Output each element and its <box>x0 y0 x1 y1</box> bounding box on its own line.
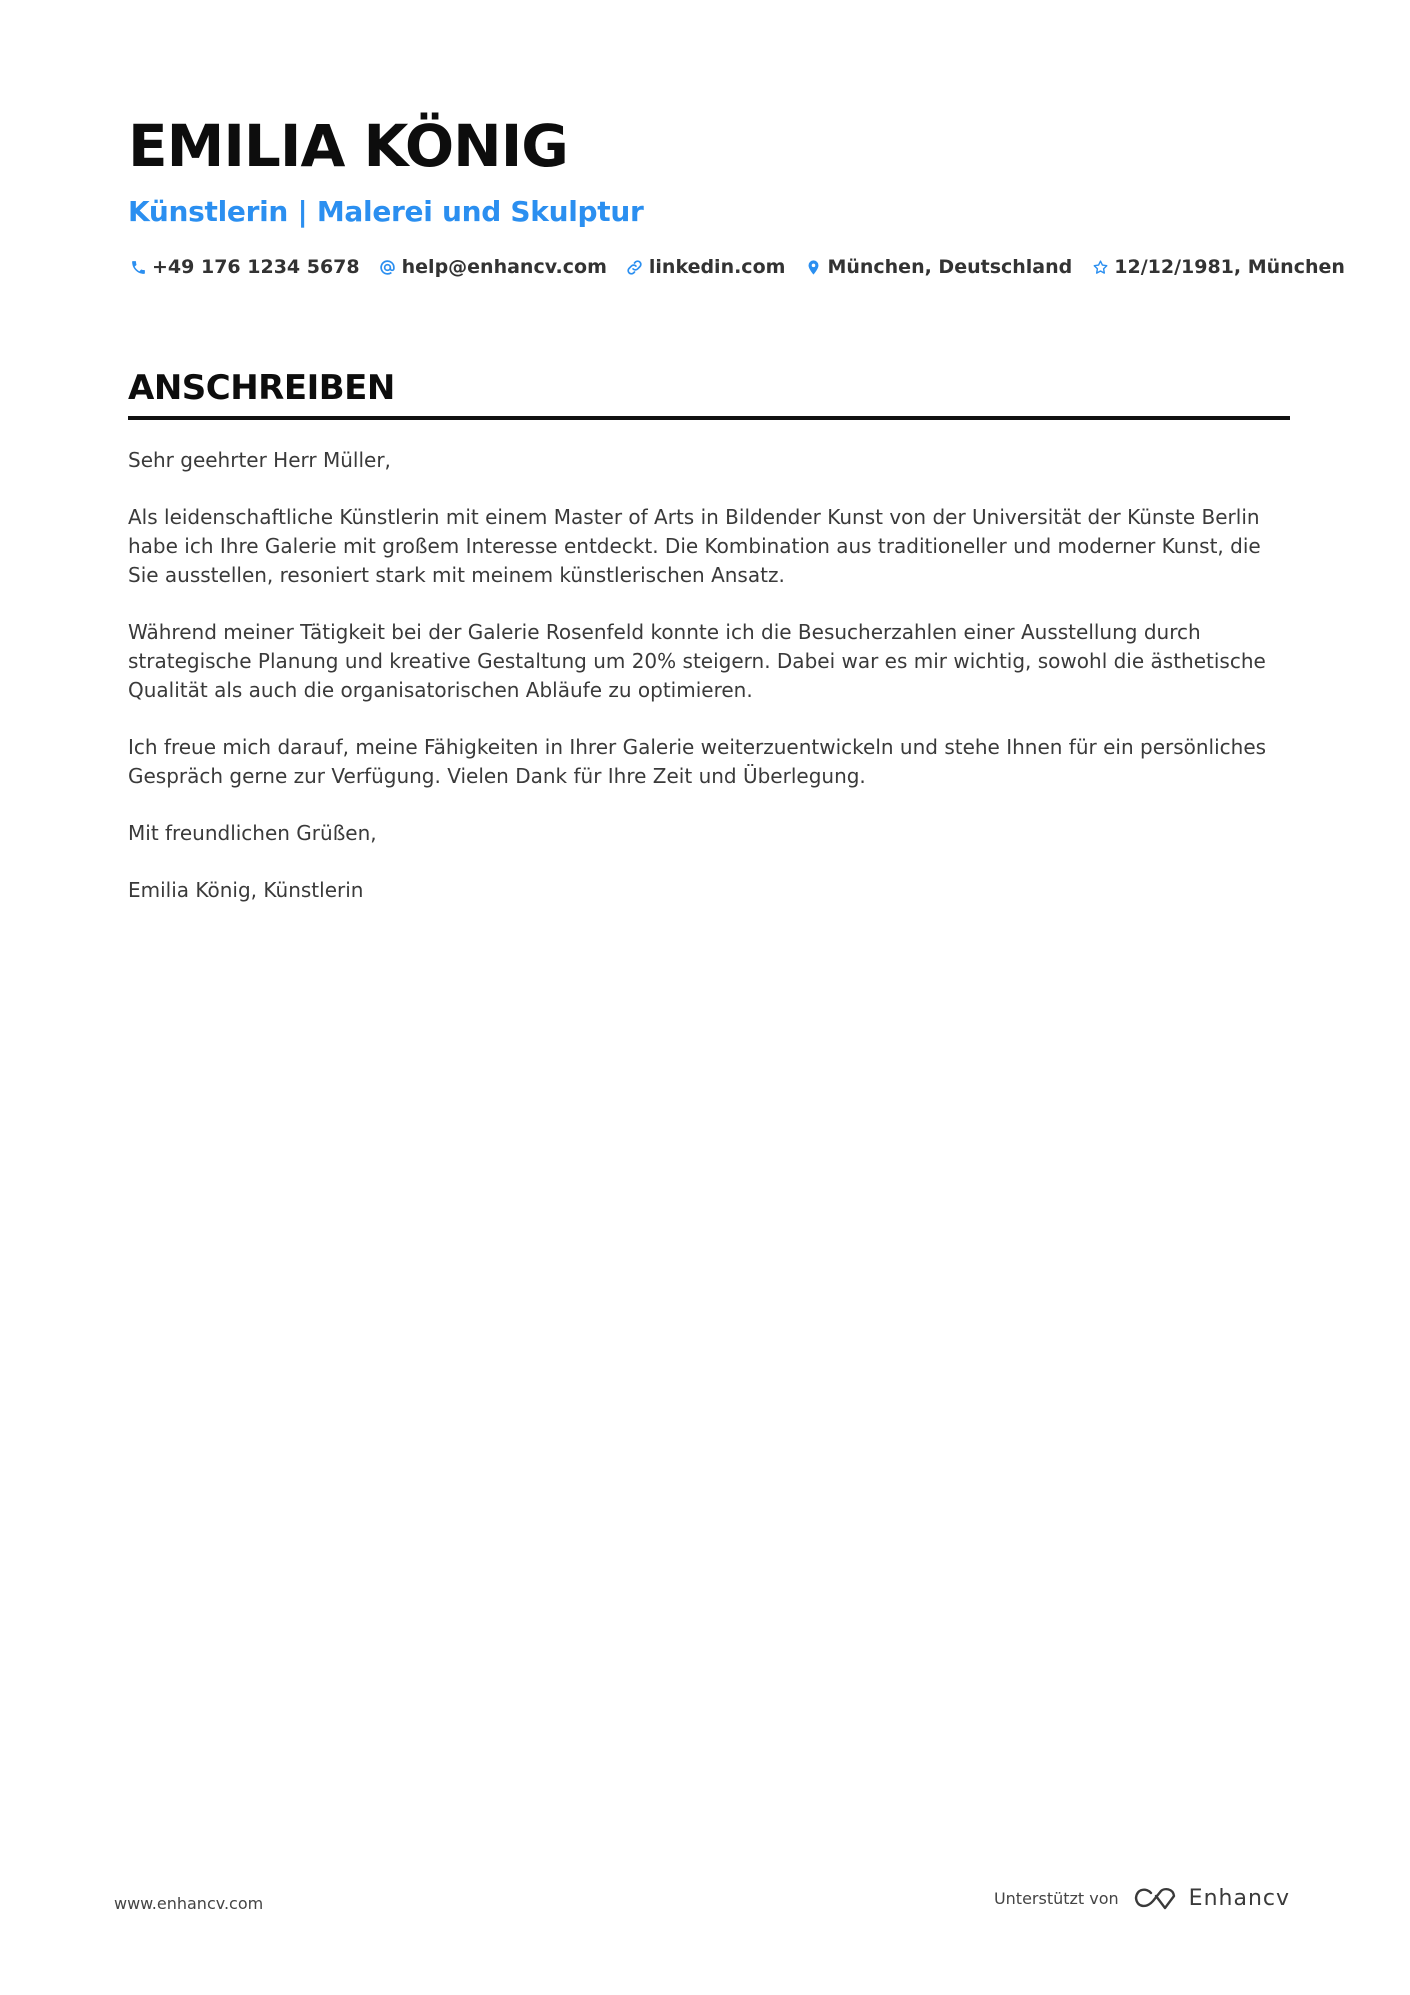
letter-paragraph-1: Als leidenschaftliche Künstlerin mit einem Master of Arts in Bildender Kunst von der Universität der Künste Berlin habe ich Ihre Galerie mit großem Interesse entdeckt. Die Kombination aus traditioneller und moderner Kunst, die Sie ausstellen, resoniert stark mit meinem künstlerischen Ansatz. <box>128 505 1261 587</box>
contact-birth <box>1090 256 1345 278</box>
star-icon <box>1090 257 1110 277</box>
applicant-name: EMILIA KÖNIG <box>128 112 568 180</box>
letter-closing: Mit freundlichen Grüßen, <box>128 821 377 845</box>
contact-location <box>803 256 1072 278</box>
brand-name: Enhancv <box>1188 1885 1290 1911</box>
applicant-title: Künstlerin | Malerei und Skulptur <box>128 195 644 228</box>
phone-number: +49 176 1234 5678 <box>152 256 360 278</box>
section-title: ANSCHREIBEN <box>128 368 395 408</box>
link-icon <box>625 257 645 277</box>
letter-salutation: Sehr geehrter Herr Müller, <box>128 448 391 472</box>
birth-text: 12/12/1981, München <box>1114 256 1345 278</box>
section-divider <box>128 416 1290 420</box>
linkedin-url: linkedin.com <box>648 256 786 278</box>
footer-website[interactable]: www.enhancv.com <box>114 1894 264 1913</box>
footer-branding[interactable] <box>994 1884 1290 1912</box>
contact-phone[interactable] <box>128 256 360 278</box>
location-pin-icon <box>803 257 823 277</box>
letter-signature: Emilia König, Künstlerin <box>128 878 364 902</box>
cover-letter-section <box>128 366 1290 933</box>
header <box>128 112 1345 278</box>
letter-paragraph-2: Während meiner Tätigkeit bei der Galerie Rosenfeld konnte ich die Besucherzahlen einer Ausstellung durch strategische Planung und kreative Gestaltung um 20% steigern. Dabei war es mir wichtig, sowohl die ästhetische Qualität als auch die organisatorischen Abläufe zu optimieren. <box>128 620 1266 702</box>
contact-bar <box>128 256 1345 278</box>
location-text: München, Deutschland <box>827 256 1073 278</box>
at-icon <box>378 257 398 277</box>
contact-email[interactable] <box>378 256 607 278</box>
letter-body <box>128 446 1290 905</box>
contact-linkedin[interactable] <box>625 256 786 278</box>
enhancv-logo-icon <box>1131 1884 1179 1912</box>
powered-by-label: Unterstützt von <box>993 1888 1119 1908</box>
email-address: help@enhancv.com <box>401 256 607 278</box>
letter-paragraph-3: Ich freue mich darauf, meine Fähigkeiten in Ihrer Galerie weiterzuentwickeln und stehe Ihnen für ein persönliches Gespräch gerne zur Verfügung. Vielen Dank für Ihre Zeit und Überlegung. <box>128 735 1267 788</box>
phone-icon <box>128 257 148 277</box>
